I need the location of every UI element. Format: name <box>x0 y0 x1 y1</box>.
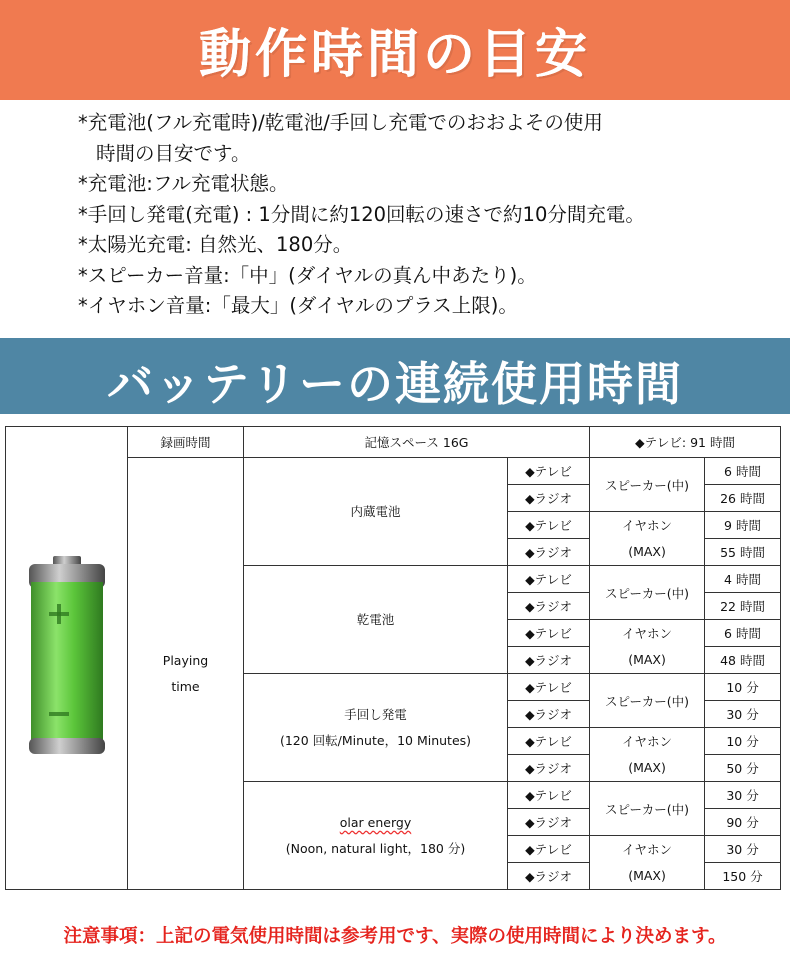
top-banner-title: 動作時間の目安 <box>198 25 591 85</box>
device-label: ◆ラジオ <box>508 485 590 512</box>
power-source-label: (120 回転/Minute，10 Minutes) <box>279 732 472 748</box>
power-source-label: (Noon, natural light，180 分) <box>285 840 466 856</box>
device-label: ◆ラジオ <box>508 809 590 836</box>
device-label: ◆ラジオ <box>508 647 590 674</box>
duration-value: 48 時間 <box>705 647 781 674</box>
usage-table <box>5 426 781 890</box>
earphone-mode-cell <box>590 836 705 890</box>
earphone-max-label: (MAX) <box>628 543 666 559</box>
duration-value: 55 時間 <box>705 539 781 566</box>
duration-value: 4 時間 <box>705 566 781 593</box>
device-label: ◆ラジオ <box>508 593 590 620</box>
earphone-mode-cell <box>590 620 705 674</box>
device-label: ◆ラジオ <box>508 755 590 782</box>
duration-value: 30 分 <box>705 701 781 728</box>
earphone-label: イヤホン <box>622 733 673 749</box>
note-line: *太陽光充電: 自然光、180分。 <box>78 233 353 256</box>
speaker-mode-cell: スピーカー(中) <box>590 782 705 836</box>
power-source-label: 乾電池 <box>356 611 395 627</box>
mid-banner-title: バッテリーの連続使用時間 <box>107 357 683 411</box>
power-source-cell <box>244 674 508 782</box>
duration-value: 22 時間 <box>705 593 781 620</box>
top-banner <box>0 0 790 100</box>
duration-value: 90 分 <box>705 809 781 836</box>
device-label: ◆ラジオ <box>508 539 590 566</box>
power-source-label: 内蔵電池 <box>350 503 401 519</box>
battery-icon <box>17 552 117 762</box>
speaker-mode-cell: スピーカー(中) <box>590 566 705 620</box>
power-source-cell <box>244 782 508 890</box>
duration-value: 26 時間 <box>705 485 781 512</box>
device-label: ◆テレビ <box>508 512 590 539</box>
notes-block <box>78 108 778 322</box>
duration-value: 10 分 <box>705 674 781 701</box>
duration-value: 30 分 <box>705 836 781 863</box>
playing-label: Playing <box>162 652 209 668</box>
device-label: ◆テレビ <box>508 566 590 593</box>
duration-value: 9 時間 <box>705 512 781 539</box>
device-label: ◆ラジオ <box>508 863 590 890</box>
duration-value: 6 時間 <box>705 458 781 485</box>
earphone-mode-cell <box>590 728 705 782</box>
playing-label: time <box>171 678 200 694</box>
playing-time-cell <box>128 458 244 890</box>
note-line: *充電池(フル充電時)/乾電池/手回し充電でのおおよその使用 <box>78 111 603 134</box>
earphone-label: イヤホン <box>622 841 673 857</box>
device-label: ◆テレビ <box>508 620 590 647</box>
note-line: *手回し発電(充電) : 1分間に約120回転の速さで約10分間充電。 <box>78 202 645 226</box>
power-source-label: 手回し発電 <box>344 706 407 722</box>
note-line: *イヤホン音量:「最大」(ダイヤルのプラス上限)。 <box>78 294 518 317</box>
battery-cell <box>6 427 128 890</box>
note-line: *充電池:フル充電状態。 <box>78 172 289 195</box>
earphone-max-label: (MAX) <box>628 867 666 883</box>
note-line: *スピーカー音量:「中」(ダイヤルの真ん中あたり)。 <box>78 263 537 287</box>
device-label: ◆テレビ <box>508 674 590 701</box>
header-record-time: 録画時間 <box>128 427 244 458</box>
duration-value: 6 時間 <box>705 620 781 647</box>
earphone-label: イヤホン <box>622 517 673 533</box>
duration-value: 50 分 <box>705 755 781 782</box>
power-source-label: olar energy <box>339 814 412 830</box>
speaker-mode-cell: スピーカー(中) <box>590 458 705 512</box>
device-label: ◆テレビ <box>508 458 590 485</box>
power-source-cell <box>244 458 508 566</box>
speaker-mode-cell: スピーカー(中) <box>590 674 705 728</box>
earphone-max-label: (MAX) <box>628 651 666 667</box>
earphone-mode-cell <box>590 512 705 566</box>
earphone-max-label: (MAX) <box>628 759 666 775</box>
device-label: ◆テレビ <box>508 782 590 809</box>
earphone-label: イヤホン <box>622 625 673 641</box>
header-tv-hours: ◆テレビ: 91 時間 <box>590 427 781 458</box>
table-header-row <box>6 427 781 458</box>
power-source-cell <box>244 566 508 674</box>
footer-note: 注意事項：上記の電気使用時間は参考用です、実際の使用時間により決めます。 <box>63 926 727 947</box>
note-line: 時間の目安です。 <box>96 141 251 165</box>
header-storage: 記憶スペース 16G <box>244 427 590 458</box>
device-label: ◆テレビ <box>508 836 590 863</box>
duration-value: 150 分 <box>705 863 781 890</box>
mid-banner <box>0 338 790 414</box>
device-label: ◆ラジオ <box>508 701 590 728</box>
device-label: ◆テレビ <box>508 728 590 755</box>
duration-value: 10 分 <box>705 728 781 755</box>
duration-value: 30 分 <box>705 782 781 809</box>
